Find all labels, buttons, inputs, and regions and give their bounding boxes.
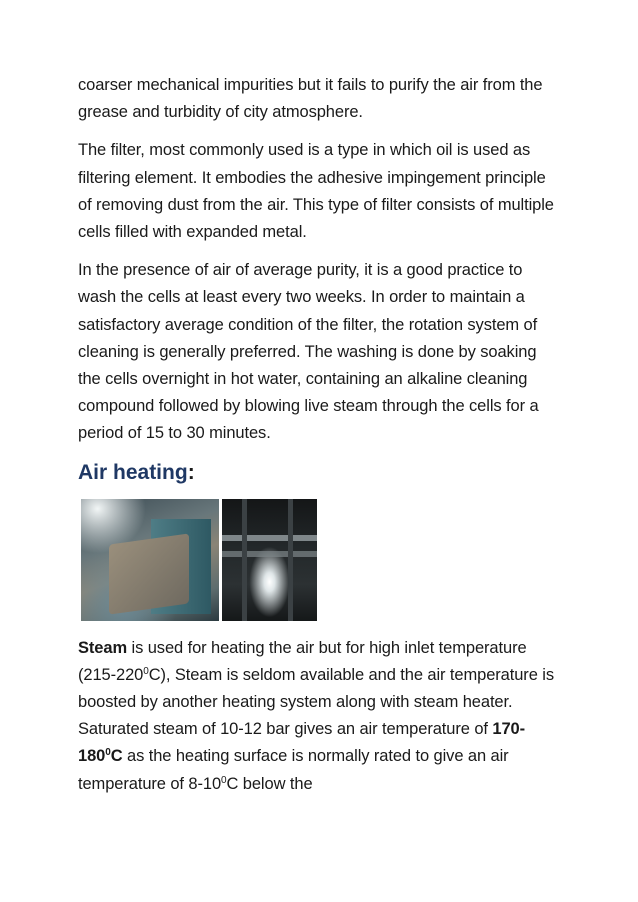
- steam-pipes-photo: [222, 499, 317, 621]
- paragraph-oil-filter: The filter, most commonly used is a type in which oil is used as filtering element. It embodies the adhesive impingement principle of removing dust from the air. This type of filter consists of multiple cells filled with expanded metal.: [78, 141, 554, 242]
- section-heading-air-heating: [78, 459, 558, 487]
- paragraph-impurities: coarser mechanical impurities but it fails to purify the air from the grease and turbidity of city atmosphere.: [78, 76, 543, 122]
- heading-colon: :: [187, 460, 195, 484]
- paragraph-steam: Steam is used for heating the air but for high inlet temperature $(215-220^0C)$, Steam is seldom available and the air temperature is boosted by another heating system along with steam heater. Saturated steam of 10-12 bar gives an air temperature of $170-180^0C$ as the heating surface is normally rated to give an air temperature of $8-10^0C$ below the: [78, 638, 554, 793]
- document-page: [78, 72, 558, 809]
- steam-temperature-value: $170-180^0C$: [78, 720, 525, 766]
- paragraph-cleaning: In the presence of air of average purity, it is a good practice to wash the cells at least every two weeks. In order to maintain a satisfactory average condition of the filter, the rotation system of cleaning is generally preferred. The washing is done by soaking the cells overnight in hot water, containing an alkaline cleaning compound followed by blowing live steam through the cells for a period of 15 to 30 minutes.: [78, 261, 539, 443]
- air-heater-duct-photo: [81, 499, 219, 621]
- steam-term: Steam: [78, 638, 128, 657]
- photo-row: [81, 499, 558, 621]
- heading-text: Air heating: [78, 460, 188, 484]
